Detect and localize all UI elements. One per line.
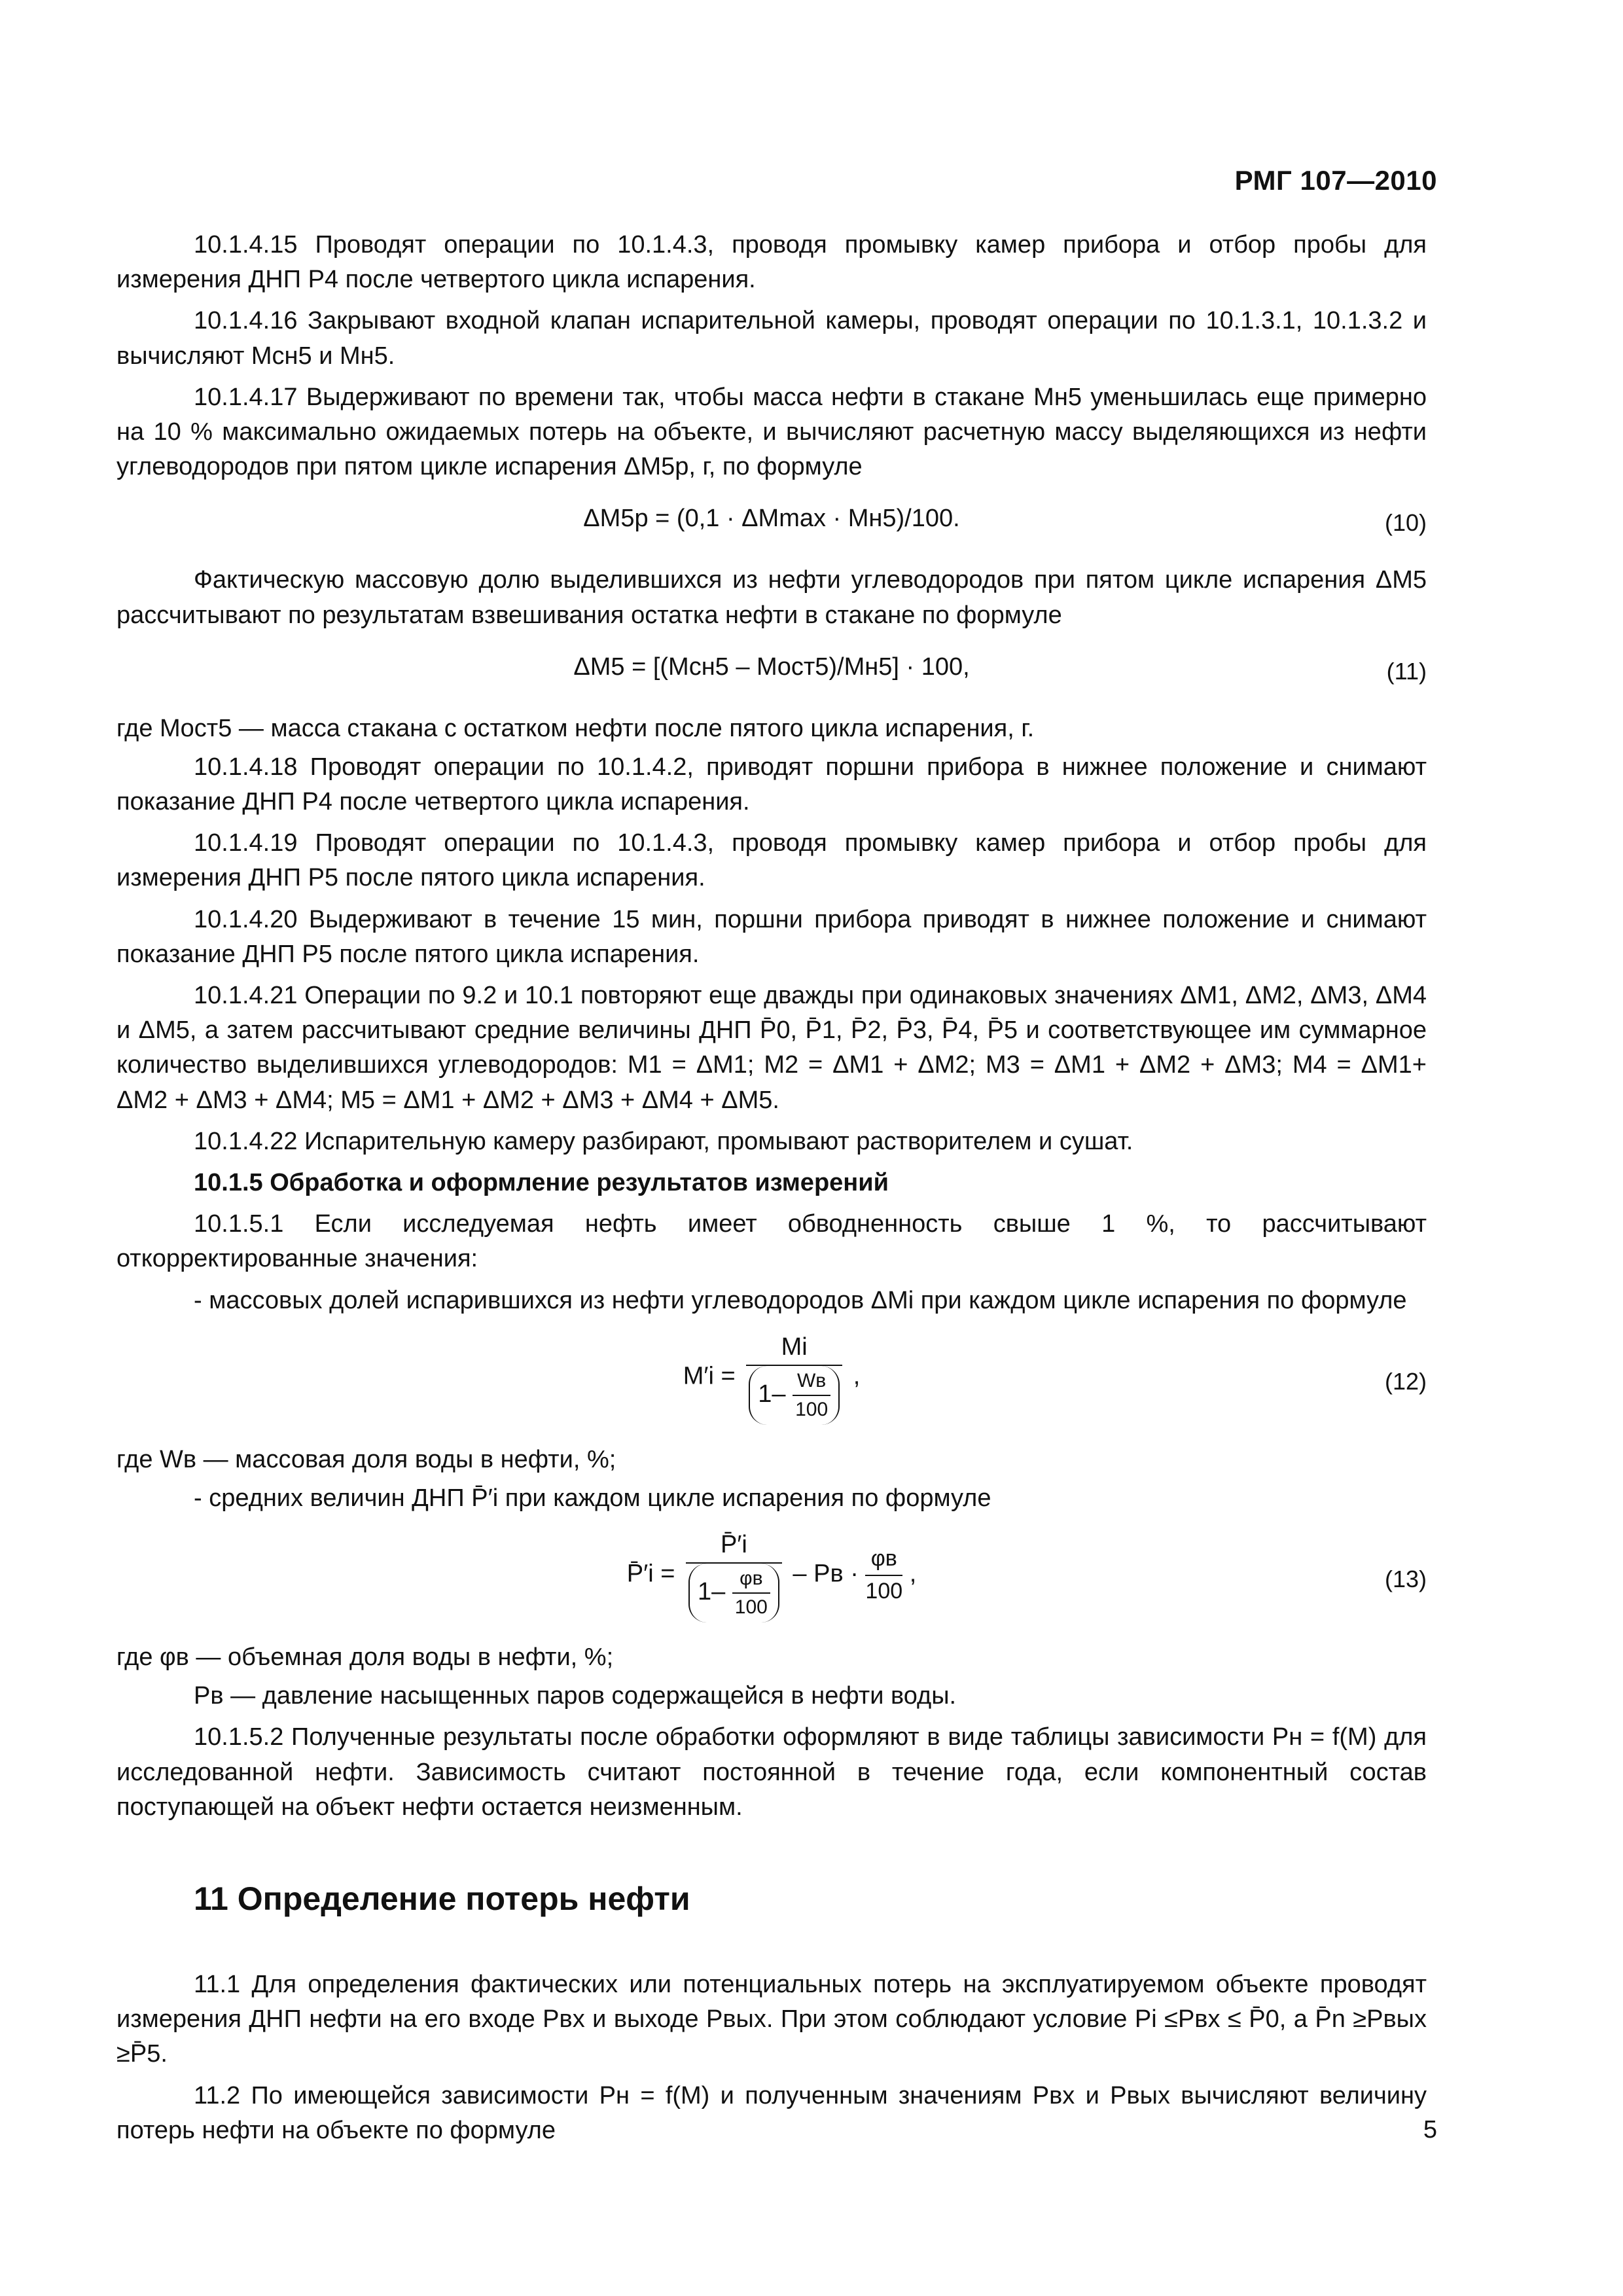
paragraph-10-1-4-17: 10.1.4.17 Выдерживают по времени так, чтобы масса нефти в стакане Mн5 уменьшилась еще примерно на 10 % максимально ожидаемых потерь на объекте, и вычисляют расчетную массу выделяющихся из нефти углеводородов при пятом цикле испарения ΔM5р, г, по формуле: [116, 383, 1427, 481]
formula-12-tail: ,: [853, 1362, 861, 1390]
formula-12-denominator: [749, 1366, 840, 1425]
formula-13-middle: – Pв ·: [793, 1560, 859, 1588]
formula-13-right-fraction: [865, 1543, 902, 1607]
paragraph-10-1-4-16: 10.1.4.16 Закрывают входной клапан испарительной камеры, проводят операции по 10.1.3.1, 10.1.3.2 и вычисляют Mсн5 и Mн5.: [116, 307, 1427, 370]
where-formula-13-pv: Pв — давление насыщенных паров содержащейся в нефти воды.: [194, 1682, 957, 1710]
paragraph-10-1-4-20: 10.1.4.20 Выдерживают в течение 15 мин, поршни прибора приводят в нижнее положение и снимают показание ДНП P5 после пятого цикла испарения.: [116, 905, 1427, 968]
formula-13-fraction: [686, 1528, 782, 1623]
paragraph-10-1-4-21: 10.1.4.21 Операции по 9.2 и 10.1 повторяют еще дважды при одинаковых значениях ΔM1, ΔM2, ΔM3, ΔM4 и ΔM5, а затем рассчитывают средние величины ДНП P̄0, P̄1, P̄2, P̄3, P̄4, P̄5 и соответствующее им суммарное количество выделившихся углеводородов: M1 = ΔM1; M2 = ΔM1 + ΔM2; M3 = ΔM1 + ΔM2 + ΔM3; M4 = ΔM1+ ΔM2 + ΔM3 + ΔM4; M5 = ΔM1 + ΔM2 + ΔM3 + ΔM4 + ΔM5.: [116, 982, 1427, 1114]
paragraph-10-1-5-1: 10.1.5.1 Если исследуемая нефть имеет обводненность свыше 1 %, то рассчитывают откорректированные значения:: [116, 1210, 1427, 1273]
formula-13-numerator: P̄′i: [686, 1528, 782, 1564]
formula-13-lhs: P̄′i =: [626, 1560, 675, 1588]
formula-12-number: (12): [1384, 1367, 1427, 1395]
paragraph-10-1-4-15: 10.1.4.15 Проводят операции по 10.1.4.3, проводя промывку камер прибора и отбор пробы для измерения ДНП P4 после четвертого цикла испарения.: [116, 231, 1427, 294]
paragraph-10-1-4-19: 10.1.4.19 Проводят операции по 10.1.4.3, проводя промывку камер прибора и отбор пробы для измерения ДНП P5 после пятого цикла испарения.: [116, 829, 1427, 892]
section-heading-11: 11 Определение потерь нефти: [194, 1880, 690, 1917]
formula-10: [116, 496, 1427, 548]
formula-13-den-prefix: 1–: [697, 1578, 726, 1606]
paragraph-11-1: 11.1 Для определения фактических или потенциальных потерь на эксплуатируемом объекте проводят измерения ДНП нефти на его входе Pвх и выходе Pвых. При этом соблюдают условие Pi ≤Pвх ≤ P̄0, а P̄n ≥Pвых ≥P̄5.: [116, 1971, 1427, 2068]
formula-10-expression: ΔM5р = (0,1 · ΔMmax · Mн5)/100.: [583, 505, 960, 533]
formula-13-tail: ,: [909, 1560, 917, 1588]
formula-13: [116, 1528, 1427, 1626]
document-code: РМГ 107—2010: [1234, 165, 1437, 196]
formula-12-den-prefix: 1–: [758, 1380, 786, 1408]
paragraph-10-1-4-22: 10.1.4.22 Испарительную камеру разбирают, промывают растворителем и сушат.: [194, 1127, 1133, 1155]
formula-13-rfrac-denominator: 100: [865, 1578, 903, 1604]
formula-13-rfrac-numerator: φв: [865, 1543, 902, 1576]
page-number: 5: [1423, 2116, 1437, 2144]
where-formula-11: где Mост5 — масса стакана с остатком нефти после пятого цикла испарения, г.: [116, 714, 1035, 742]
paragraph-actual-mass-fraction: Фактическую массовую долю выделившихся из нефти углеводородов при пятом цикле испарения ΔM5 рассчитывают по результатам взвешивания остатка нефти в стакане по формуле: [116, 566, 1427, 629]
where-formula-12: где Wв — массовая доля воды в нефти, %;: [116, 1445, 616, 1473]
list-item-mass-fractions: - массовых долей испарившихся из нефти углеводородов ΔMi при каждом цикле испарения по формуле: [194, 1286, 1407, 1314]
where-formula-13-phi: где φв — объемная доля воды в нефти, %;: [116, 1643, 614, 1672]
formula-11-expression: ΔM5 = [(Mсн5 – Mост5)/Mн5] · 100,: [573, 653, 970, 681]
formula-13-denominator: [688, 1564, 779, 1623]
formula-12-lhs: M′i =: [683, 1362, 736, 1390]
formula-10-number: (10): [1384, 509, 1427, 537]
formula-11: [116, 645, 1427, 697]
formula-12-fraction: [746, 1330, 842, 1425]
paragraph-10-1-4-18: 10.1.4.18 Проводят операции по 10.1.4.2, приводят поршни прибора в нижнее положение и снимают показание ДНП P4 после четвертого цикла испарения.: [116, 753, 1427, 816]
formula-13-number: (13): [1384, 1566, 1427, 1593]
formula-11-number: (11): [1386, 657, 1427, 685]
formula-12-den-numerator: Wв: [793, 1367, 830, 1396]
paragraph-11-2: 11.2 По имеющейся зависимости Pн = f(M) и полученным значениям Pвх и Pвых вычисляют величину потерь нефти на объекте по формуле: [116, 2081, 1427, 2144]
formula-12-numerator: Mi: [746, 1330, 842, 1366]
subsection-heading-10-1-5: 10.1.5 Обработка и оформление результатов измерений: [194, 1168, 889, 1196]
page-content: [116, 228, 1427, 2155]
formula-12: [116, 1330, 1427, 1428]
paragraph-10-1-5-2: 10.1.5.2 Полученные результаты после обработки оформляют в виде таблицы зависимости Pн = f(M) для исследованной нефти. Зависимость считают постоянной в течение года, если компонентный состав поступающей на объект нефти остается неизменным.: [116, 1723, 1427, 1821]
formula-13-den-denominator: 100: [734, 1596, 768, 1619]
list-item-mean-dnp: - средних величин ДНП P̄′i при каждом цикле испарения по формуле: [194, 1484, 991, 1512]
formula-13-den-numerator: φв: [732, 1565, 770, 1594]
formula-12-den-denominator: 100: [795, 1398, 829, 1420]
